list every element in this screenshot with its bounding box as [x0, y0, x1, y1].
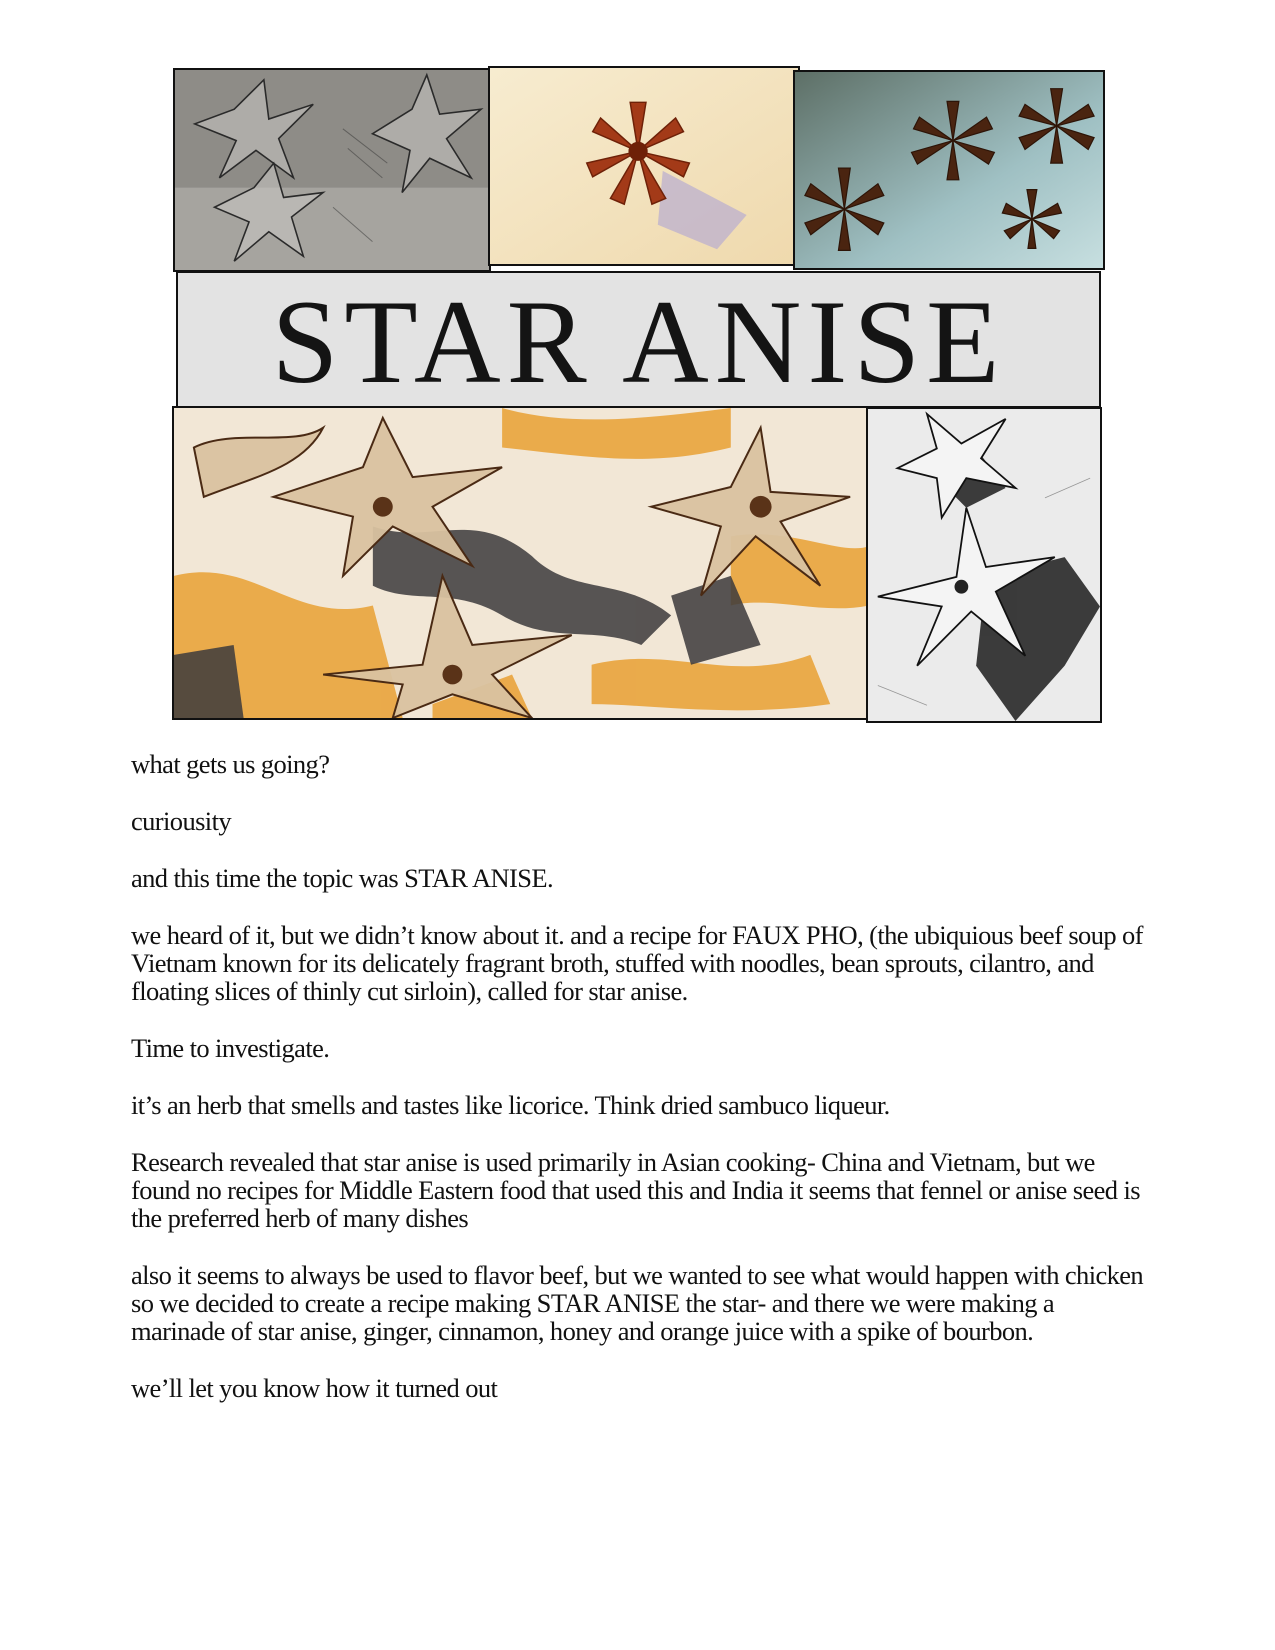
several-star-anise-photo [793, 70, 1105, 270]
watercolor-image [172, 406, 871, 720]
paragraph: Research revealed that star anise is used primarily in Asian cooking- China and Vietnam, but we found no recipes for Middle Eastern food that used this and India it seems that fennel or anise seed is the preferred herb of many dishes [131, 1147, 1140, 1233]
paragraph: it’s an herb that smells and tastes like licorice. Think dried sambuco liqueur. [131, 1090, 890, 1120]
paragraph: curiousity [131, 806, 231, 836]
paragraph: and this time the topic was STAR ANISE. [131, 863, 554, 893]
paragraph: we’ll let you know how it turned out [131, 1373, 498, 1403]
article-body [131, 750, 1151, 1431]
star-anise-collage [0, 0, 1275, 740]
pencil-sketch-image [173, 68, 491, 272]
paragraph: Time to investigate. [131, 1033, 330, 1063]
paragraph: also it seems to always be used to flavor beef, but we wanted to see what would happen with chicken so we decided to create a recipe making STAR ANISE the star- and there we were making a marinade of star anise, ginger, cinnamon, honey and orange juice with a spike of bourbon. [131, 1260, 1144, 1346]
paragraph: we heard of it, but we didn’t know about it. and a recipe for FAUX PHO, (the ubiquious beef soup of Vietnam known for its delicately fragrant broth, stuffed with noodles, bean sprouts, cilantro, and floating slices of thinly cut sirloin), called for star anise. [131, 920, 1143, 1006]
title-banner [176, 271, 1101, 408]
paragraph: what gets us going? [131, 749, 330, 779]
single-star-anise-photo [488, 66, 800, 266]
charcoal-sketch-image [866, 407, 1102, 723]
page-title: STAR ANISE [271, 274, 1006, 408]
